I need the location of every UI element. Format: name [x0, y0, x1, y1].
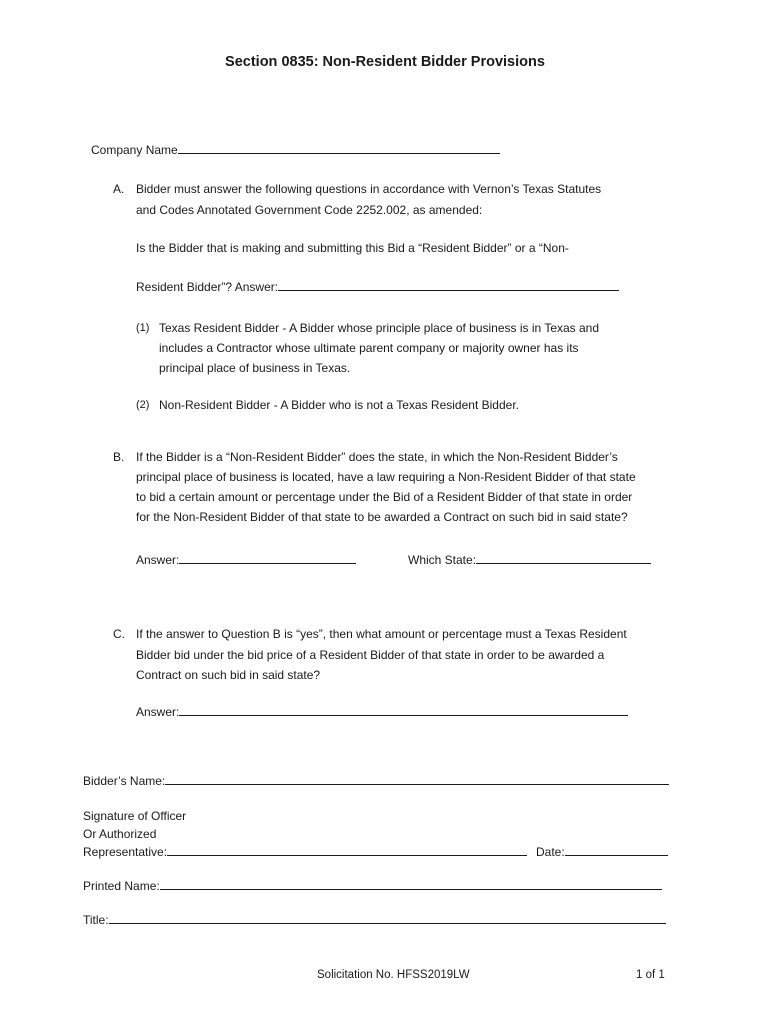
which-state-field[interactable]	[476, 550, 651, 564]
section-b-answer-field[interactable]	[179, 550, 356, 564]
item-2-line1: Non-Resident Bidder - A Bidder who is not a Texas Resident Bidder.	[159, 398, 519, 412]
section-a-letter: A.	[113, 182, 125, 196]
printed-name-label: Printed Name:	[83, 879, 160, 893]
item-1-line3: principal place of business in Texas.	[159, 361, 351, 375]
section-c-answer-field[interactable]	[179, 702, 628, 716]
item-2-number: (2)	[136, 399, 150, 411]
section-a-question-row	[136, 277, 619, 297]
date-field[interactable]	[565, 842, 668, 856]
company-name-field[interactable]	[178, 140, 500, 154]
solicitation-number: Solicitation No. HFSS2019LW	[317, 969, 470, 981]
section-b-answer-row	[136, 550, 356, 570]
bidder-name-row	[83, 771, 669, 791]
section-b-answer-label: Answer:	[136, 553, 180, 567]
date-label: Date:	[536, 845, 565, 859]
which-state-label: Which State:	[408, 553, 477, 567]
section-b-line1: If the Bidder is a “Non-Resident Bidder” does the state, in which the Non-Resident Bidder’s	[136, 450, 618, 464]
page-title: Section 0835: Non-Resident Bidder Provisions	[225, 54, 545, 70]
section-c-line3: Contract on such bid in said state?	[136, 668, 321, 682]
section-c-letter: C.	[113, 627, 125, 641]
item-1-number: (1)	[136, 322, 150, 334]
signature-officer-line2: Or Authorized	[83, 827, 157, 841]
section-b-line3: to bid a certain amount or percentage under the Bid of a Resident Bidder of that state in order	[136, 490, 633, 504]
section-b-line4: for the Non-Resident Bidder of that state to be awarded a Contract on such bid in said state?	[136, 510, 628, 524]
section-a-question-line1: Is the Bidder that is making and submitting this Bid a “Resident Bidder” or a “Non-	[136, 241, 569, 255]
section-c-line1: If the answer to Question B is “yes”, then what amount or percentage must a Texas Resident	[136, 627, 627, 641]
printed-name-row	[83, 876, 662, 896]
item-1-line2: includes a Contractor whose ultimate parent company or majority owner has its	[159, 341, 579, 355]
title-row	[83, 910, 666, 930]
item-1-line1: Texas Resident Bidder - A Bidder whose principle place of business is in Texas and	[159, 321, 600, 335]
section-a-question-line2: Resident Bidder”? Answer:	[136, 280, 279, 294]
section-c-answer-row	[136, 702, 628, 722]
section-a-text-line1: Bidder must answer the following questions in accordance with Vernon’s Texas Statutes	[136, 182, 602, 196]
bidder-name-label: Bidder’s Name:	[83, 774, 166, 788]
section-c-answer-label: Answer:	[136, 705, 180, 719]
date-row	[536, 842, 668, 862]
section-b-letter: B.	[113, 450, 125, 464]
representative-signature-field[interactable]	[167, 842, 527, 856]
section-b-line2: principal place of business is located, have a law requiring a Non-Resident Bidder of that state	[136, 470, 636, 484]
title-label: Title:	[83, 913, 109, 927]
section-a-text-line2: and Codes Annotated Government Code 2252.002, as amended:	[136, 203, 483, 217]
representative-label: Representative:	[83, 845, 168, 859]
title-field[interactable]	[109, 910, 666, 924]
which-state-row	[408, 550, 651, 570]
company-name-row	[91, 140, 500, 160]
signature-officer-line1: Signature of Officer	[83, 809, 187, 823]
representative-row	[83, 842, 527, 862]
resident-answer-field[interactable]	[278, 277, 619, 291]
company-name-label: Company Name	[91, 143, 178, 157]
printed-name-field[interactable]	[160, 876, 662, 890]
section-c-line2: Bidder bid under the bid price of a Resident Bidder of that state in order to be awarded a	[136, 648, 605, 662]
page-number: 1 of 1	[636, 969, 665, 981]
bidder-name-field[interactable]	[165, 771, 669, 785]
